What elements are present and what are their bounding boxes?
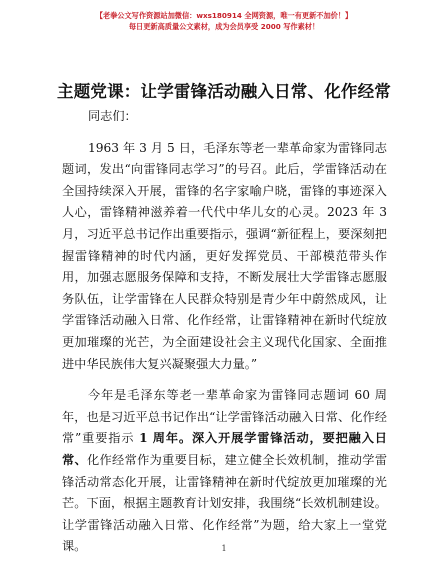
paragraph-2-bold-text: 1 周年。深入开展学雷锋活动，要把融入日常、 [62,431,387,467]
greeting: 同志们： [88,109,137,123]
paragraph-2-text-a: 今年是毛泽东等老一辈革命家为雷锋同志题词 60 周年，也是习近平总书记作出“让学雷锋活动融入日常、化作经常”重要指示 [62,388,387,446]
page-number: 1 [221,544,227,553]
document-title: 主题党课：让学雷锋活动融入日常、化作经常 [57,82,391,101]
banner-line-1: 【老拳公文写作资源站加微信：wxs180914 全网资源，唯一有更新不加价！】 [95,11,353,20]
paragraph-2-text-b: 化作经常作为重要目标，建立健全长效机制，推动学雷锋活动常态化开展，让雷锋精神在新时代绽放更加璀璨的光芒。下面，根据主题教育计划安排，我围绕“长效机制建设。让学雷锋活动融入日常、化作经常”为题，给大家上一堂党课。 [62,452,388,554]
header-banner [0,10,448,32]
paragraph-1: 1963 年 3 月 5 日，毛泽东等老一辈革命家为雷锋同志题词，发出“向雷锋同志学习”的号召。此后，学雷锋活动在全国持续深入开展，雷锋的名字家喻户晓，雷锋的事迹深入人心，雷锋精神滋养着一代代中华儿女的心灵。2023 年 3 月，习近平总书记作出重要指示，强调“新征程上，要深刻把握雷锋精神的时代内涵，更好发挥党员、干部模范带头作用，加强志愿服务保障和支持，不断发展壮大学雷锋志愿服务队伍，让学雷锋在人民群众特别是青少年中蔚然成风，让学雷锋活动融入日常、化作经常，让雷锋精神在新时代绽放更加璀璨的光芒，为全面建设社会主义现代化国家、全面推进中华民族伟大复兴凝聚强大力量。” [62,140,387,371]
document-body [62,106,387,558]
banner-line-2: 每日更新高质量公文素材，成为会员享受 2000 写作素材！ [128,22,320,31]
paragraph-2 [62,385,387,558]
